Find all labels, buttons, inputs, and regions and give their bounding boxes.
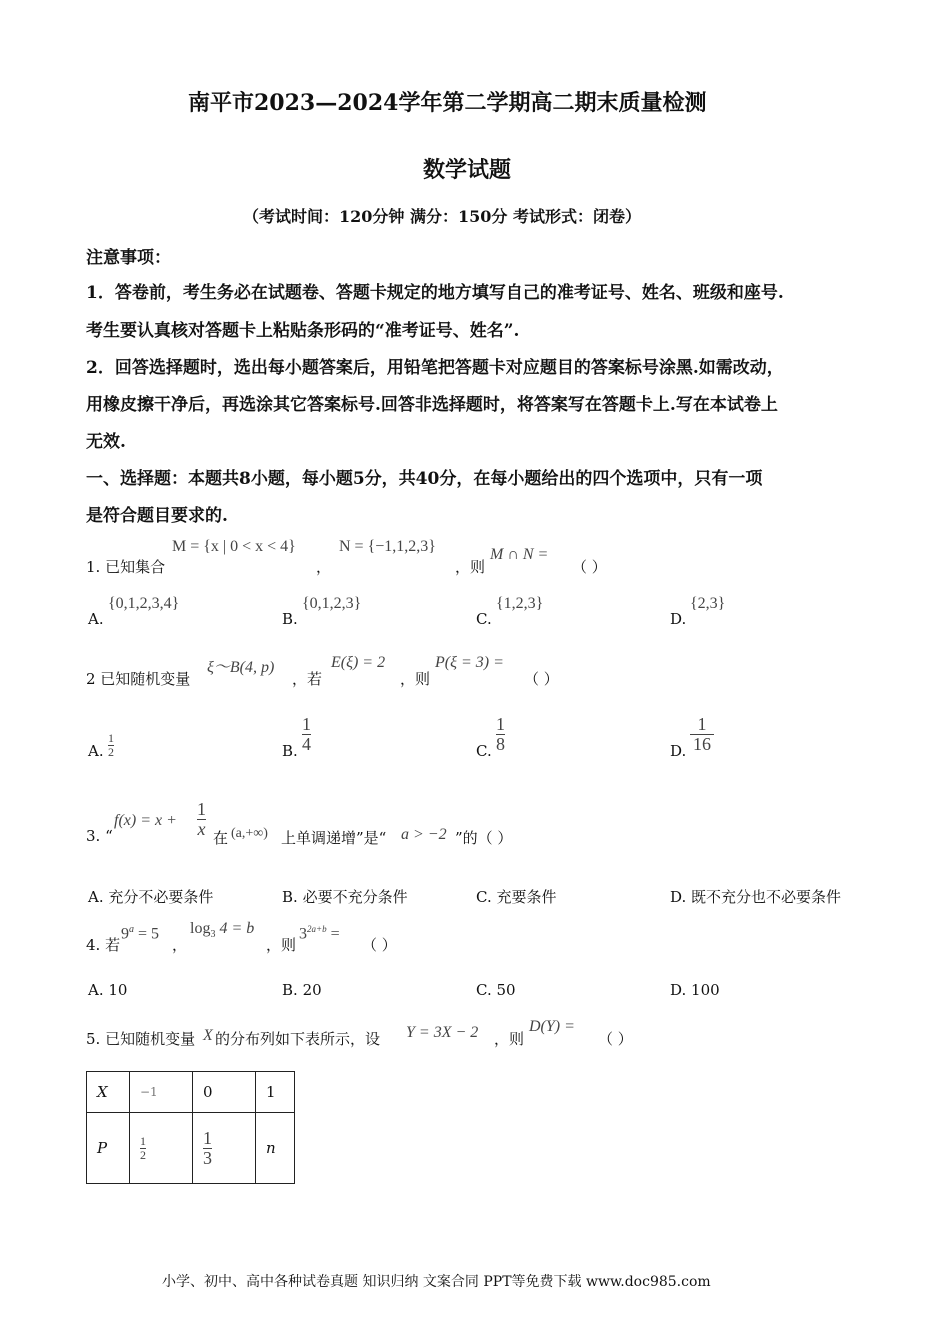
q3-mid1: 在 <box>213 829 229 847</box>
q3-prefix: 3. “ <box>86 827 113 845</box>
q4-eq2-sub: 3 <box>210 929 216 941</box>
q4-option-a-label: A. <box>88 981 104 999</box>
q2-option-b-num: 1 <box>302 714 311 734</box>
q3-cond: a > −2 <box>401 826 447 843</box>
q3-option-d <box>670 886 841 907</box>
q3-func: f(x) = x + <box>114 812 177 829</box>
q4-ask-rest: = <box>326 925 340 943</box>
q4-option-d-value: 100 <box>691 981 720 999</box>
q1-sep2: ，则 <box>455 558 486 576</box>
q3-option-c <box>476 886 557 907</box>
table-cell-x-3: 1 <box>256 1072 295 1113</box>
q3-frac <box>197 800 206 839</box>
notice-item1-line2: 考生要认真核对答题卡上粘贴条形码的“准考证号、姓名”. <box>86 321 520 341</box>
table-cell-x-2: 0 <box>193 1072 256 1113</box>
q2-option-a-label: A. <box>88 742 104 760</box>
q3-option-b-value: 必要不充分条件 <box>302 888 408 906</box>
q4-option-d <box>670 981 720 999</box>
q3-interval: (a,+∞) <box>231 826 268 841</box>
q5-mid2: ，则 <box>494 1030 525 1048</box>
table-cell-p-label: P <box>87 1113 130 1184</box>
q4-option-b-value: 20 <box>302 981 322 999</box>
q1-option-b-value: {0,1,2,3} <box>302 595 362 612</box>
q2-mid1: ，若 <box>292 670 323 688</box>
q2-option-d-den: 16 <box>693 733 711 754</box>
notice-heading: 注意事项： <box>86 248 171 268</box>
distribution-table <box>86 1071 295 1184</box>
q4-eq1-exp: a <box>129 924 134 935</box>
q4-option-b <box>282 981 322 999</box>
q4-ask <box>299 924 340 943</box>
q4-sep2: ，则 <box>266 936 297 954</box>
table-cell-x-1: −1 <box>130 1072 193 1113</box>
section1-line1: 一、选择题：本题共8小题，每小题5分，共40分，在每小题给出的四个选项中，只有一项 <box>86 469 763 489</box>
q1-set-m: M = {x | 0 < x < 4} <box>172 538 296 555</box>
q1-prefix: 1. 已知集合 <box>86 558 166 576</box>
table-cell-p-3: n <box>256 1113 295 1184</box>
q4-ask-exp: 2a+b <box>307 924 327 934</box>
q4-option-c-value: 50 <box>496 981 516 999</box>
q5-paren: （ ） <box>598 1030 633 1048</box>
q2-option-b-frac <box>302 715 311 754</box>
q2-prefix: 2 已知随机变量 <box>86 670 191 688</box>
p2-num: 1 <box>203 1127 212 1148</box>
q3-option-a-label: A. <box>88 888 104 906</box>
q3-mid2: 上单调递增”是“ <box>281 829 387 847</box>
q5-prefix: 5. 已知随机变量 <box>86 1030 196 1048</box>
table-cell-p-2 <box>193 1113 256 1184</box>
q4-option-b-label: B. <box>282 981 298 999</box>
q4-ask-base: 3 <box>299 925 307 943</box>
q5-ask: D(Y) = <box>529 1018 575 1035</box>
q3-option-b <box>282 886 408 907</box>
q1-option-d-value: {2,3} <box>690 595 726 612</box>
exam-info: （考试时间：120分钟 满分：150分 考试形式：闭卷） <box>243 207 641 226</box>
q2-option-d-num: 1 <box>697 714 707 734</box>
q5-mid1: 的分布列如下表所示，设 <box>215 1030 381 1048</box>
q3-frac-den: x <box>197 818 206 839</box>
q5-def: Y = 3X − 2 <box>406 1024 479 1041</box>
notice-item2-line2: 用橡皮擦干净后，再选涂其它答案标号.回答非选择题时，将答案写在答题卡上.写在本试卷上 <box>86 395 778 415</box>
q3-option-d-label: D. <box>670 888 687 906</box>
q2-option-c-den: 8 <box>496 733 505 754</box>
p2-den: 3 <box>203 1147 212 1168</box>
footer-text: 小学、初中、高中各种试卷真题 知识归纳 文案合同 PPT等免费下载 www.doc985.com <box>162 1274 711 1290</box>
q1-option-c-value: {1,2,3} <box>496 595 544 612</box>
q4-eq1-base: 9 <box>121 925 129 943</box>
q2-option-c-num: 1 <box>496 714 505 734</box>
q2-option-d-label: D. <box>670 742 687 760</box>
q1-set-n: N = {−1,1,2,3} <box>339 538 436 555</box>
q1-paren: （ ） <box>572 558 607 576</box>
q3-option-d-value: 既不充分也不必要条件 <box>691 888 842 906</box>
q2-option-a-den: 2 <box>108 744 114 759</box>
q2-option-a-num: 1 <box>108 731 114 745</box>
q4-option-c <box>476 981 516 999</box>
q4-eq2-rest: 4 = b <box>215 920 255 937</box>
q2-ask: P(ξ = 3) = <box>435 654 504 671</box>
q3-option-b-label: B. <box>282 888 298 906</box>
q2-paren: （ ） <box>524 670 559 688</box>
q1-option-c-label: C. <box>476 610 492 628</box>
q4-option-a <box>88 981 127 999</box>
section1-line2: 是符合题目要求的. <box>86 506 228 526</box>
q2-option-c-frac <box>496 715 505 754</box>
notice-item1-line1: 1．答卷前，考生务必在试题卷、答题卡规定的地方填写自己的准考证号、姓名、班级和座号. <box>86 283 784 303</box>
q2-mid2: ，则 <box>400 670 431 688</box>
table-row <box>87 1072 295 1113</box>
q1-option-a-label: A. <box>88 610 104 628</box>
q4-sep1: ， <box>172 936 188 954</box>
q3-option-a-value: 充分不必要条件 <box>108 888 214 906</box>
q3-option-c-label: C. <box>476 888 492 906</box>
p1-num: 1 <box>140 1133 146 1148</box>
q2-option-d-frac <box>690 715 714 754</box>
table-cell-p-1 <box>130 1113 193 1184</box>
q1-option-a-value: {0,1,2,3,4} <box>108 595 180 612</box>
q4-eq2 <box>190 920 254 940</box>
q4-eq1 <box>121 924 159 943</box>
q4-paren: （ ） <box>362 936 397 954</box>
q4-option-a-value: 10 <box>108 981 128 999</box>
p2-frac <box>203 1129 212 1168</box>
q4-eq2-log: log <box>190 920 211 937</box>
notice-item2-line3: 无效. <box>86 432 126 452</box>
q2-option-c-label: C. <box>476 742 492 760</box>
subject-title: 数学试题 <box>423 157 512 183</box>
q2-cond: E(ξ) = 2 <box>331 654 386 671</box>
q2-option-a-frac <box>108 732 114 758</box>
p1-den: 2 <box>140 1147 146 1162</box>
p1-frac <box>140 1135 146 1161</box>
table-cell-x-label: X <box>87 1072 130 1113</box>
q3-suffix: ”的（ ） <box>455 829 513 847</box>
q5-var: X <box>203 1027 213 1044</box>
q1-expr: M ∩ N = <box>490 546 549 563</box>
q3-option-a <box>88 886 213 907</box>
q1-sep1: ， <box>316 558 332 576</box>
q3-option-c-value: 充要条件 <box>496 888 557 906</box>
exam-title: 南平市2023—2024学年第二学期高二期末质量检测 <box>188 90 707 116</box>
q2-dist: ξ～B(4, p) <box>207 659 275 676</box>
q1-option-d-label: D. <box>670 610 687 628</box>
table-row <box>87 1113 295 1184</box>
q2-option-b-den: 4 <box>302 733 311 754</box>
q2-option-b-label: B. <box>282 742 298 760</box>
q4-option-d-label: D. <box>670 981 687 999</box>
q4-eq1-rest: = 5 <box>134 925 160 943</box>
q4-prefix: 4. 若 <box>86 936 121 954</box>
q3-frac-num: 1 <box>197 799 206 819</box>
q1-option-b-label: B. <box>282 610 298 628</box>
notice-item2-line1: 2．回答选择题时，选出每小题答案后，用铅笔把答题卡对应题目的答案标号涂黑.如需改动， <box>86 358 784 378</box>
q4-option-c-label: C. <box>476 981 492 999</box>
